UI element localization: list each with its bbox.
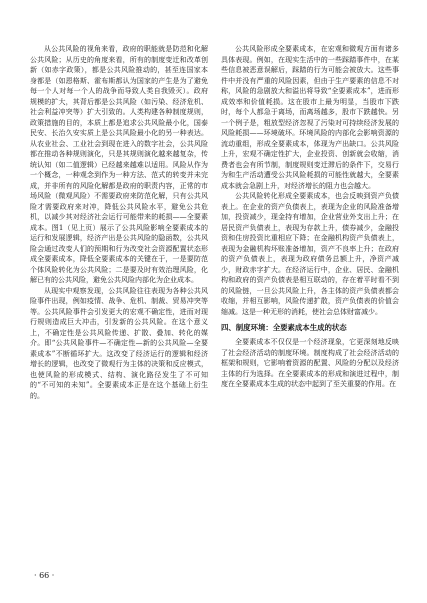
body-paragraph: 公共风险形成全要素成本，在宏观和微观方面有诸多具体表现。例如，在现实生活中的一些踩踏事件中，在某些信息被恶意误解后，踩踏的行为可能会被放大。这些事件中并没有严重的风险因素，但由于生产要素的信息不对称，风险的急剧放大和溢出将导致“全要素成本”，进而形成效率和价值耗损。这在股市上最为明显，当股市下跌时，每个人都急于离场，而离场越多，股市下跌越快。另一个例子是，粗放型经济忽视了污染对可持续经济发展的风险耗损——环境破坏。环境风险的内部化会影响资源的流动重组，形成全要素成本，体现为产出缺口。公共风险上升，宏观不确定性扩大，企业投资、创新就会收缩，消费者也会有所节制，制度规则变迁滞后的条件下，交易行为和生产活动遭受公共风险耗损的可能性就越大，全要素成本就会急剧上升，对经济增长的阻力也会越大。: [221, 45, 399, 190]
body-paragraph: 从现实中观察发现，公共风险往往表现为各种公共风险事件出现，例如疫情、战争、危机、制裁、贸易冲突等等。公共风险事件会引发更大的宏观不确定性，进而对现行规则造成巨大冲击，引发新的公共风险。在这个意义上，不确定性是公共风险传递、扩散、叠加、转化的媒介。即“公共风险事件—不确定性—新的公共风险—全要素成本”不断循环扩大。这改变了经济运行的逻辑和经济增长的逻辑，也改变了微观行为主体的决策和反应模式，也使风险的形成模式、结构、演化路径发生了不可知的“不可知的未知”。全要素成本正是在这个基础上衍生的。: [30, 286, 208, 400]
body-paragraph: 全要素成本不仅仅是一个经济现象，它更深刻地反映了社会经济活动的制度环境。制度构成了社会经济活动的框架和规则，它影响着资源的配置、风险的分配以及经济主体的行为选择。在全要素成本的形成和演进过程中，制度在全要素成本生成的状态中起到了至关重要的作用。在: [221, 338, 399, 388]
body-paragraph: 从公共风险的视角来看，政府的职能就是防范和化解公共风险；从历史的角度来看，所有的制度变迁和改革创新（如赤字政策），都是公共风险推动的，甚至连国家本身都是（如恩格斯、霍布斯都认为国家的产生是为了避免每一个人对每一个人的战争而导致人类自我毁灭）。政府规模的扩大，其背后都是公共风险（如污染、经济危机、社会利益冲突等）扩大引致的。人类构建各种制度规则，政策措施的目的，本质上都是追求公共风险最小化，国泰民安、长治久安实质上是公共风险最小化的另一种表达。从农业社会、工业社会到现在进入的数字社会，公共风险都在推动各种规则演化，只是其规则演化越来越复杂，传统认知（如二值逻辑）已经越来越难以适用。风险从作为一个概念，一种观念到作为一种方法、范式的转变并未完成，并非所有的风险化解都是政府的职责内容，正常的市场风险（微观风险）不需要政府来防范化解，只有公共风险才需要政府来对冲，降低公共风险水平，避免公共危机，以减少其对经济社会运行可能带来的耗损——全要素成本。图1（见上页）展示了公共风险影响全要素成本的运行和发展逻辑，经济产出是公共风险的隐函数，公共风险会通过改变人们的预期和行为改变社会资源配置状态形成全要素成本，降低全要素成本的关键在于，一是要防范个体风险转化为公共风险；二是要及时有效治理风险，化解已有的公共风险，避免公共风险内部化为企业成本。: [30, 45, 208, 284]
right-column: [221, 44, 399, 390]
body-paragraph: 公共风险转化形成全要素成本，也会反映到资产负债表上。在企业的资产负债表上，表现为企业的风险准备增加，投资减少，现金持有增加，企业营业外支出上升；在居民资产负债表上，表现为存款上升，债券减少，金融投资和住房投资比重相应下降；在金融机构资产负债表上，表现为金融机构坏账准备增加，资产不良率上升；在政府的资产负债表上，表现为政府债务总额上升，净资产减少，财政赤字扩大。在经济运行中，企业、居民、金融机构和政府的资产负债表是相互联动的，存在着平时看不到的风险链，一旦公共风险上升，各主体的资产负债表都会收缩，并相互影响，风险传递扩散，资产负债表的价值会缩减。这是一种无形的消耗，使社会总体财富减少。: [221, 192, 399, 316]
left-column: [30, 44, 208, 401]
section-heading: 四、制度环境：全要素成本生成的状态: [221, 323, 347, 332]
page-number: · 66 ·: [34, 571, 55, 580]
